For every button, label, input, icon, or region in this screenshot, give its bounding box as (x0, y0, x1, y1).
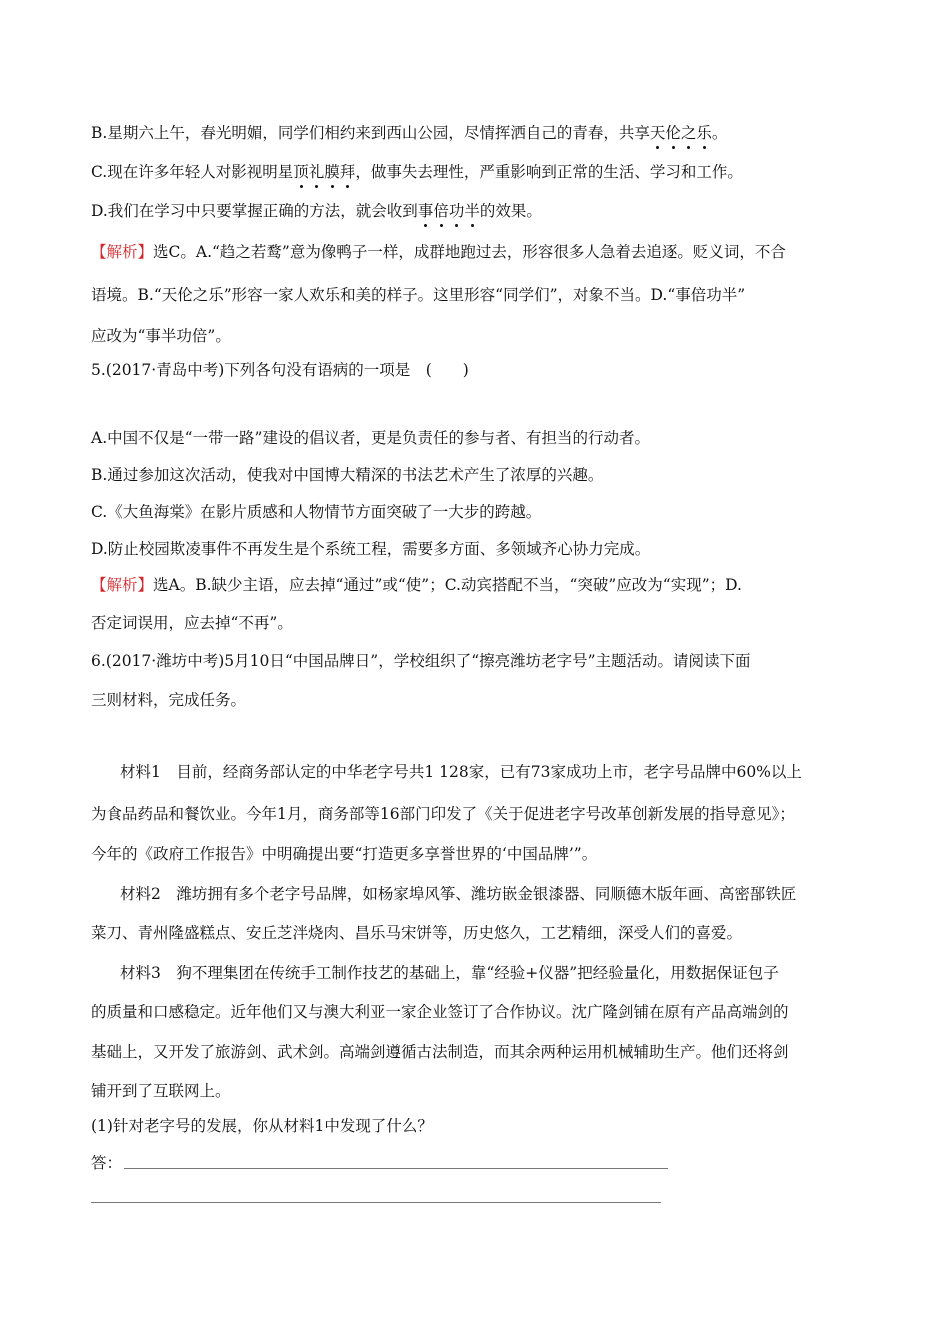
q4-analysis-tag: 【解析】 (91, 243, 154, 261)
q6-subquestion-1: (1)针对老字号的发展，你从材料1中发现了什么？ (91, 1117, 433, 1135)
emphasis-dot-char: 事 (417, 202, 434, 220)
q5-analysis-line-1 (91, 575, 742, 595)
material-3-line-2: 的质量和口感稳定。近年他们又与澳大利亚一家企业签订了合作协议。沈广隆剑铺在原有产品高端剑的 (91, 1003, 789, 1021)
q5-analysis-tag: 【解析】 (91, 576, 154, 594)
material-2-line-2: 菜刀、青州隆盛糕点、安丘芝泮烧肉、昌乐马宋饼等，历史悠久，工艺精细，深受人们的喜爱。 (91, 924, 743, 942)
material-3-line-1: 材料3 狗不理集团在传统手工制作技艺的基础上，靠“经验+仪器”把经验量化，用数据保证包子 (120, 964, 779, 982)
q4-option-b-end: 。 (711, 124, 728, 142)
q4-option-c-text: C.现在许多年轻人对影视明星 (91, 163, 294, 181)
material-2-line-1: 材料2 潍坊拥有多个老字号品牌，如杨家埠风筝、潍坊嵌金银漆器、同顺德木版年画、高密郚铁匠 (120, 885, 797, 903)
q6-stem-line-2: 三则材料，完成任务。 (91, 691, 247, 709)
material-3-line-3: 基础上，又开发了旅游剑、武术剑。高端剑遵循古法制造，而其余两种运用机械辅助生产。他们还将剑 (91, 1043, 789, 1061)
q5-option-d: D.防止校园欺凌事件不再发生是个系统工程，需要多方面、多领域齐心协力完成。 (91, 540, 651, 558)
q4-option-b-text: B.星期六上午，春光明媚，同学们相约来到西山公园，尽情挥洒自己的青春，共享 (91, 124, 650, 142)
q4-option-c-end: ，做事失去理性，严重影响到正常的生活、学习和工作。 (355, 163, 743, 181)
q6-stem-line-1: 6.(2017·潍坊中考)5月10日“中国品牌日”，学校组织了“擦亮潍坊老字号”主题活动。请阅读下面 (91, 652, 751, 670)
material-1-line-1: 材料1 目前，经商务部认定的中华老字号共1 128家，已有73家成功上市，老字号品牌中60%以上 (120, 763, 802, 781)
q4-analysis-line-3: 应改为“事半功倍”。 (91, 327, 231, 345)
q4-analysis-line-1 (91, 242, 786, 262)
emphasis-dot-char: 倍 (433, 202, 449, 220)
q5-analysis-text-1: 选A。B.缺少主语，应去掉“通过”或“使”；C.动宾搭配不当，“突破”应改为“实现”；D. (153, 576, 742, 594)
material-1-line-2: 为食品药品和餐饮业。今年1月，商务部等16部门印发了《关于促进老字号改革创新发展的指导意见》； (91, 805, 795, 823)
q5-option-a: A.中国不仅是“一带一路”建设的倡议者，更是负责任的参与者、有担当的行动者。 (91, 429, 650, 447)
q4-option-c-dotted-idiom (293, 163, 355, 181)
emphasis-dot-char: 半 (464, 202, 480, 220)
emphasis-dot-char: 顶 (293, 163, 309, 181)
q4-option-b (91, 123, 727, 143)
emphasis-dot-char: 拜 (339, 163, 356, 181)
q5-option-c: C.《大鱼海棠》在影片质感和人物情节方面突破了一大步的跨越。 (91, 503, 542, 521)
emphasis-dot-char: 膜 (324, 163, 340, 181)
emphasis-dot-char: 乐 (696, 124, 712, 142)
q4-option-d-dotted-idiom (418, 202, 480, 220)
answer-blank-line-1[interactable] (124, 1168, 668, 1169)
q4-analysis-line-2: 语境。B.“天伦之乐”形容一家人欢乐和美的样子。这里形容“同学们”，对象不当。D.“事倍功半” (91, 286, 746, 304)
emphasis-dot-char: 伦 (665, 124, 681, 142)
emphasis-dot-char: 之 (680, 124, 697, 142)
emphasis-dot-char: 礼 (308, 163, 325, 181)
q4-option-d (91, 201, 542, 221)
q4-option-d-text: D.我们在学习中只要掌握正确的方法，就会收到 (91, 202, 418, 220)
q4-option-c (91, 162, 743, 182)
material-3-line-4: 铺开到了互联网上。 (91, 1082, 231, 1100)
emphasis-dot-char: 功 (448, 202, 465, 220)
emphasis-dot-char: 天 (649, 124, 666, 142)
q5-stem: 5.(2017·青岛中考)下列各句没有语病的一项是 ( ) (91, 361, 469, 379)
answer-blank-line-2[interactable] (91, 1202, 661, 1203)
q4-option-b-dotted-idiom (650, 124, 712, 142)
q5-analysis-line-2: 否定词误用，应去掉“不再”。 (91, 614, 293, 632)
material-1-line-3: 今年的《政府工作报告》中明确提出要“打造更多享誉世界的‘中国品牌’”。 (91, 845, 598, 863)
q5-option-b: B.通过参加这次活动，使我对中国博大精深的书法艺术产生了浓厚的兴趣。 (91, 466, 604, 484)
q4-option-d-end: 的效果。 (479, 202, 542, 220)
answer-label: 答： (91, 1154, 123, 1172)
q4-analysis-text-1: 选C。A.“趋之若鹜”意为像鸭子一样，成群地跑过去，形容很多人急着去追逐。贬义词，不合 (153, 243, 786, 261)
